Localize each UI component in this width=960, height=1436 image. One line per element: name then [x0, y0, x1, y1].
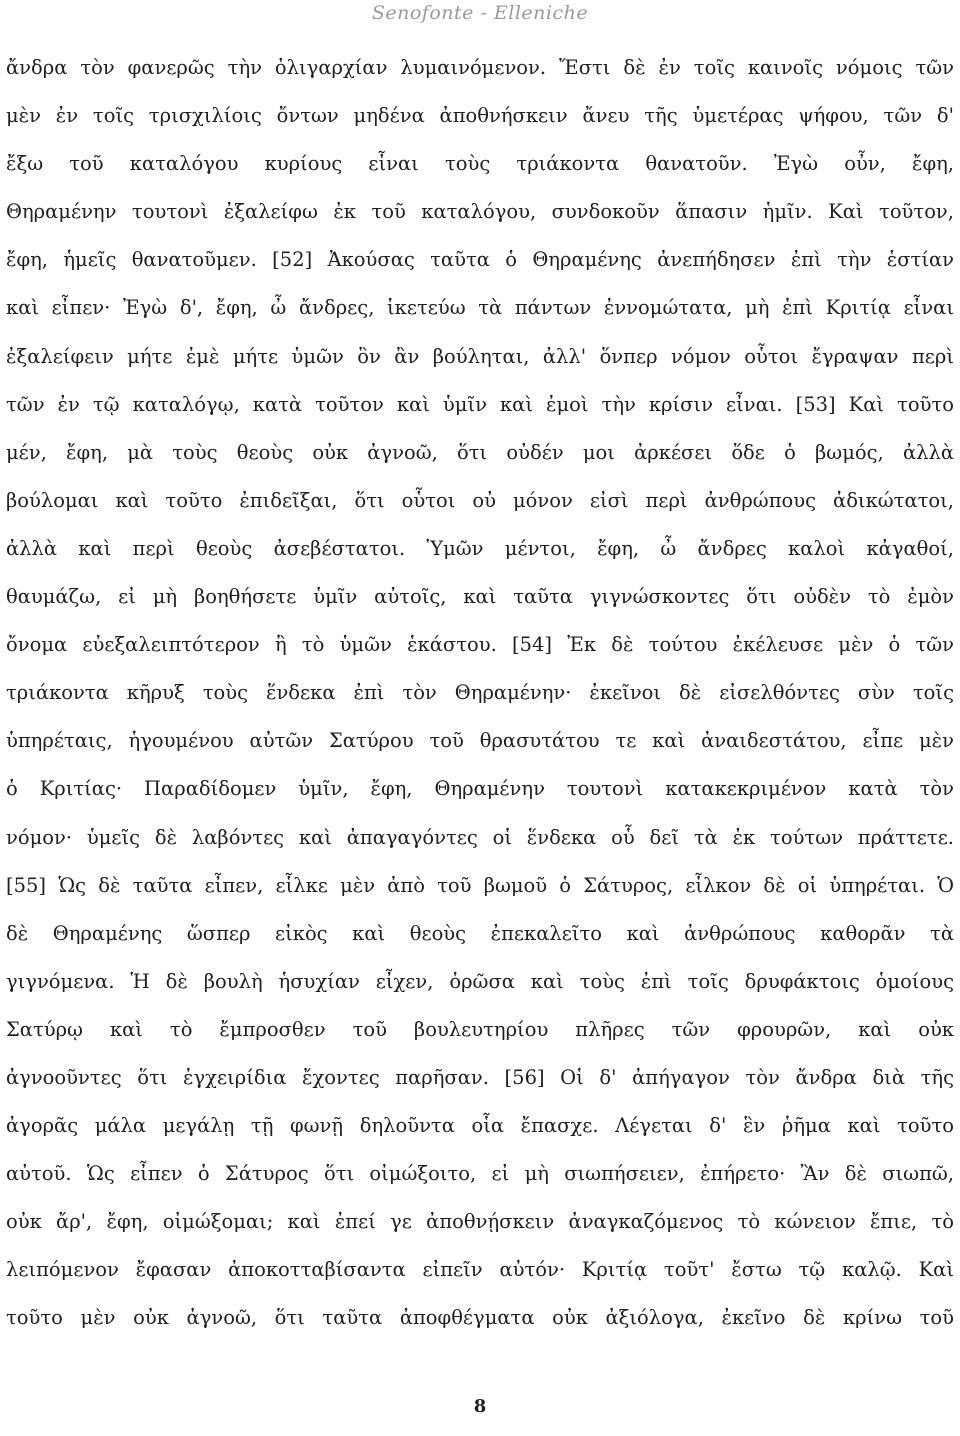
page-number: 8 [473, 1396, 487, 1417]
text-line: νόμον· ὑμεῖς δὲ λαβόντες καὶ ἀπαγαγόντες οἱ ἕνδεκα οὗ δεῖ τὰ ἐκ τούτων πράττετε. [6, 825, 954, 849]
text-line: ὁ Κριτίας· Παραδίδομεν ὑμῖν, ἔφη, Θηραμένην τουτονὶ κατακεκριμένον κατὰ τὸν [6, 777, 954, 801]
text-line: θαυμάζω, εἰ μὴ βοηθήσετε ὑμῖν αὐτοῖς, καὶ ταῦτα γιγνώσκοντες ὅτι οὐδὲν τὸ ἐμὸν [6, 585, 954, 609]
text-line: ὄνομα εὐεξαλειπτότερον ἢ τὸ ὑμῶν ἑκάστου. [54] Ἐκ δὲ τούτου ἐκέλευσε μὲν ὁ τῶν [6, 633, 954, 657]
text-body [6, 56, 954, 1355]
text-line: αὐτοῦ. Ὡς εἶπεν ὁ Σάτυρος ὅτι οἰμώξοιτο, εἰ μὴ σιωπήσειεν, ἐπήρετο· Ἂν δὲ σιωπῶ, [6, 1162, 954, 1186]
text-line: ὑπηρέταις, ἡγουμένου αὐτῶν Σατύρου τοῦ θρασυτάτου τε καὶ ἀναιδεστάτου, εἶπε μὲν [6, 729, 954, 753]
text-line: τῶν ἐν τῷ καταλόγῳ, κατὰ τοῦτον καὶ ὑμῖν καὶ ἐμοὶ τὴν κρίσιν εἶναι. [53] Καὶ τοῦτο [6, 392, 954, 416]
text-line: Θηραμένην τουτονὶ ἐξαλείφω ἐκ τοῦ καταλόγου, συνδοκοῦν ἅπασιν ἡμῖν. Καὶ τοῦτον, [6, 200, 954, 224]
text-line: μὲν ἐν τοῖς τρισχιλίοις ὄντων μηδένα ἀποθνήσκειν ἄνευ τῆς ὑμετέρας ψήφου, τῶν δ' [6, 104, 954, 128]
text-line: τοῦτο μὲν οὐκ ἀγνοῶ, ὅτι ταῦτα ἀποφθέγματα οὐκ ἀξιόλογα, ἐκεῖνο δὲ κρίνω τοῦ [6, 1306, 954, 1330]
text-line: οὐκ ἄρ', ἔφη, οἰμώξομαι; καὶ ἐπεί γε ἀποθνῄσκειν ἀναγκαζόμενος τὸ κώνειον ἔπιε, τὸ [6, 1210, 954, 1234]
text-line: [55] Ὡς δὲ ταῦτα εἶπεν, εἷλκε μὲν ἀπὸ τοῦ βωμοῦ ὁ Σάτυρος, εἷλκον δὲ οἱ ὑπηρέται. Ὁ [6, 873, 954, 897]
text-line: ἔφη, ἡμεῖς θανατοῦμεν. [52] Ἀκούσας ταῦτα ὁ Θηραμένης ἀνεπήδησεν ἐπὶ τὴν ἑστίαν [6, 248, 954, 272]
text-line: δὲ Θηραμένης ὥσπερ εἰκὸς καὶ θεοὺς ἐπεκαλεῖτο καὶ ἀνθρώπους καθορᾶν τὰ [6, 921, 954, 945]
text-line: ἐξαλείφειν μήτε ἐμὲ μήτε ὑμῶν ὃν ἂν βούληται, ἀλλ' ὅνπερ νόμον οὗτοι ἔγραψαν περὶ [6, 344, 954, 368]
text-line: λειπόμενον ἔφασαν ἀποκοτταβίσαντα εἰπεῖν αὐτόν· Κριτίᾳ τοῦτ' ἔστω τῷ καλῷ. Καὶ [6, 1258, 954, 1282]
text-line: ἔξω τοῦ καταλόγου κυρίους εἶναι τοὺς τριάκοντα θανατοῦν. Ἐγὼ οὖν, ἔφη, [6, 152, 954, 176]
text-line: μέν, ἔφη, μὰ τοὺς θεοὺς οὐκ ἀγνοῶ, ὅτι οὐδέν μοι ἀρκέσει ὅδε ὁ βωμός, ἀλλὰ [6, 440, 954, 464]
text-line: ἄνδρα τὸν φανερῶς τὴν ὀλιγαρχίαν λυμαινόμενον. Ἔστι δὲ ἐν τοῖς καινοῖς νόμοις τῶν [6, 56, 954, 79]
running-header: Senofonte - Elleniche [371, 2, 589, 24]
text-line: γιγνόμενα. Ἡ δὲ βουλὴ ἡσυχίαν εἶχεν, ὁρῶσα καὶ τοὺς ἐπὶ τοῖς δρυφάκτοις ὁμοίους [6, 969, 954, 993]
text-line: βούλομαι καὶ τοῦτο ἐπιδεῖξαι, ὅτι οὗτοι οὐ μόνον εἰσὶ περὶ ἀνθρώπους ἀδικώτατοι, [6, 488, 954, 512]
text-line: ἀγορᾶς μάλα μεγάλῃ τῇ φωνῇ δηλοῦντα οἷα ἔπασχε. Λέγεται δ' ἓν ῥῆμα καὶ τοῦτο [6, 1114, 954, 1138]
text-line: ἀλλὰ καὶ περὶ θεοὺς ἀσεβέστατοι. Ὑμῶν μέντοι, ἔφη, ὦ ἄνδρες καλοὶ κἀγαθοί, [6, 536, 954, 560]
text-line: καὶ εἶπεν· Ἐγὼ δ', ἔφη, ὦ ἄνδρες, ἱκετεύω τὰ πάντων ἐννομώτατα, μὴ ἐπὶ Κριτίᾳ εἶναι [6, 296, 954, 320]
text-line: ἀγνοοῦντες ὅτι ἐγχειρίδια ἔχοντες παρῆσαν. [56] Οἱ δ' ἀπήγαγον τὸν ἄνδρα διὰ τῆς [6, 1065, 954, 1089]
text-line: τριάκοντα κῆρυξ τοὺς ἕνδεκα ἐπὶ τὸν Θηραμένην· ἐκεῖνοι δὲ εἰσελθόντες σὺν τοῖς [6, 681, 954, 705]
text-line: Σατύρῳ καὶ τὸ ἔμπροσθεν τοῦ βουλευτηρίου πλῆρες τῶν φρουρῶν, καὶ οὐκ [6, 1017, 954, 1041]
